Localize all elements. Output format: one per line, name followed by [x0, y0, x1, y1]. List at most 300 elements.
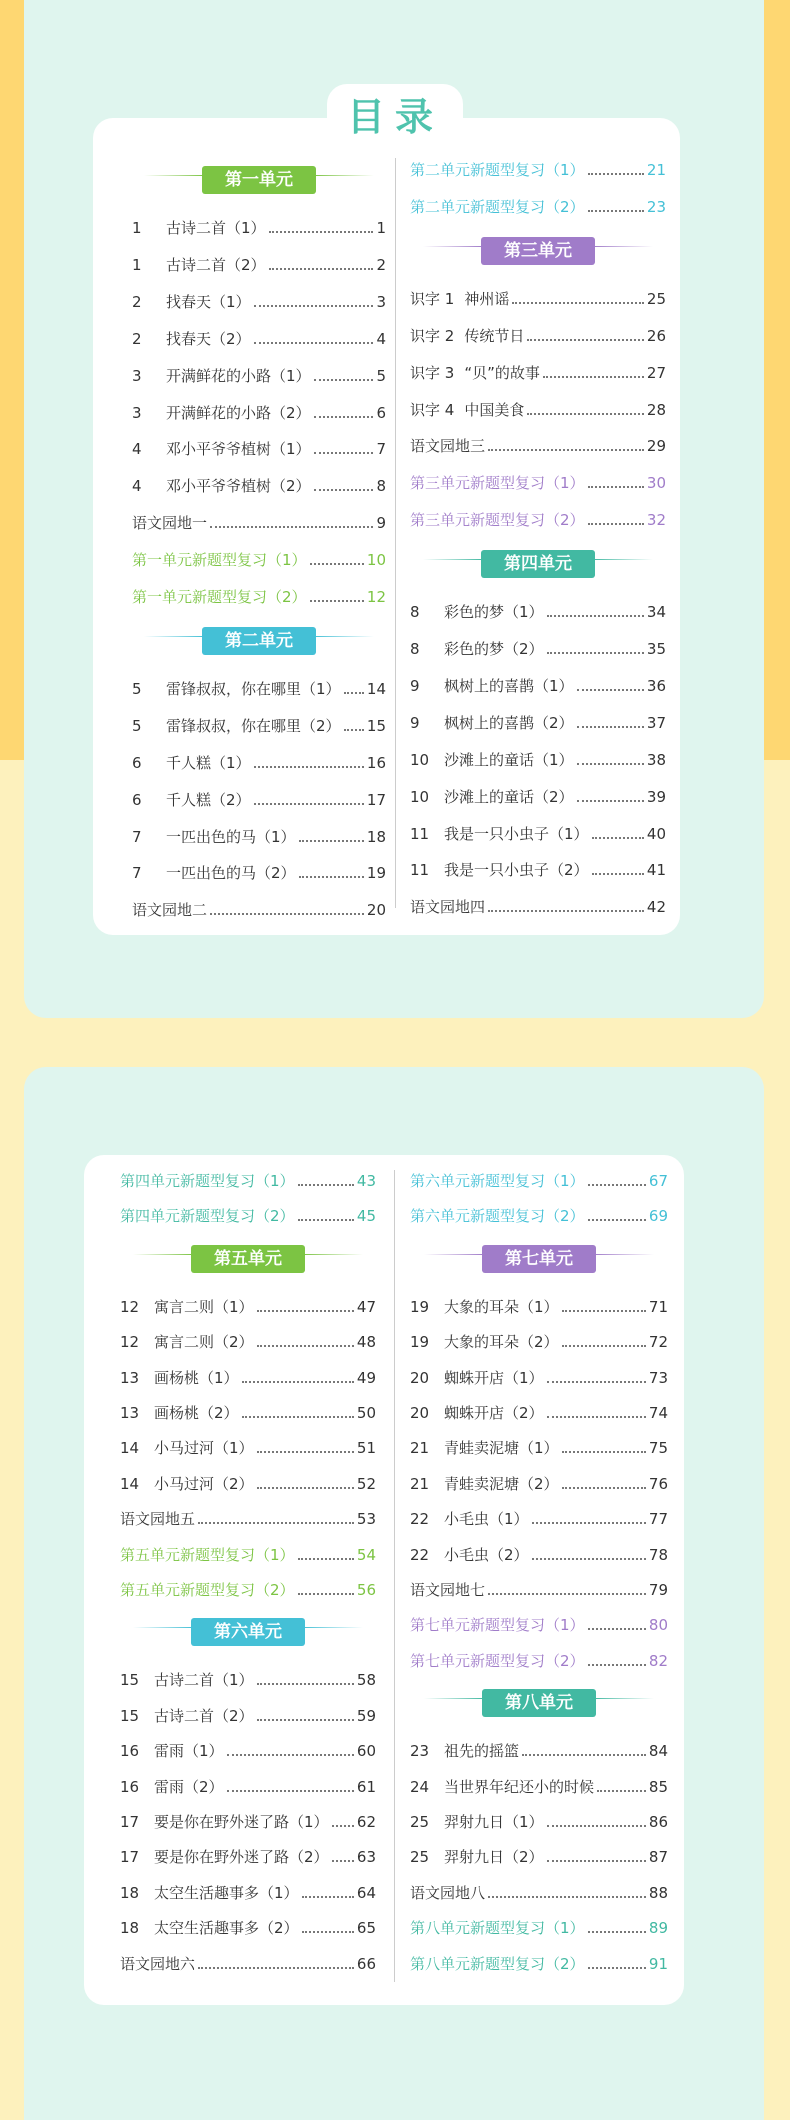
entry-title: 语文园地三	[410, 437, 486, 456]
page-number: 2	[376, 255, 386, 274]
heading-rule	[424, 1698, 484, 1699]
dot-leader	[588, 210, 644, 212]
dot-leader	[302, 1931, 354, 1933]
toc-entry[interactable]	[132, 324, 386, 354]
page-number: 76	[648, 1474, 668, 1493]
toc-entry[interactable]	[132, 748, 386, 778]
entry-title: 彩色的梦（2）	[444, 640, 544, 658]
page-number: 52	[356, 1474, 376, 1493]
toc-entry[interactable]	[410, 1913, 668, 1943]
page-number: 78	[648, 1545, 668, 1564]
dot-leader	[314, 379, 374, 381]
entry-title: 第二单元新题型复习（1）	[410, 161, 585, 179]
entry-title: 画杨桃（1）	[154, 1368, 239, 1387]
page-number: 87	[648, 1848, 668, 1867]
dot-leader	[298, 1184, 354, 1186]
dot-leader	[588, 486, 644, 488]
dot-leader	[198, 1522, 354, 1524]
page-number: 32	[646, 511, 666, 530]
dot-leader	[198, 1967, 354, 1969]
toc-entry[interactable]	[132, 287, 386, 317]
lesson-number: 1	[132, 255, 142, 274]
dot-leader	[332, 1825, 354, 1827]
lesson-number: 5	[132, 716, 142, 735]
lesson-number: 3	[132, 403, 142, 422]
toc-entry[interactable]	[132, 213, 386, 243]
page-number: 82	[648, 1651, 668, 1670]
toc-entry[interactable]	[132, 398, 386, 428]
dot-leader	[588, 1184, 646, 1186]
toc-entry[interactable]	[120, 1292, 376, 1322]
toc-entry[interactable]	[410, 819, 666, 849]
heading-rule	[144, 175, 204, 176]
toc-entry[interactable]	[120, 1327, 376, 1357]
entry-title: 语文园地七	[410, 1581, 486, 1599]
toc-entry[interactable]	[410, 671, 666, 701]
toc-entry[interactable]	[410, 431, 666, 461]
toc-entry[interactable]	[410, 468, 666, 498]
lesson-number: 2	[132, 292, 142, 311]
page-number: 10	[366, 551, 386, 570]
toc-entry[interactable]	[120, 1878, 376, 1908]
toc-entry[interactable]	[410, 1363, 668, 1393]
dot-leader	[588, 1219, 646, 1221]
entry-title: 羿射九日（2）	[444, 1848, 544, 1867]
entry-title: 要是你在野外迷了路（2）	[154, 1848, 329, 1867]
toc-entry[interactable]	[410, 1807, 668, 1837]
page-number: 61	[356, 1777, 376, 1796]
entry-title: 祖先的摇篮	[444, 1742, 520, 1761]
page-number: 39	[646, 787, 666, 806]
page-number: 64	[356, 1883, 376, 1902]
heading-rule	[594, 1254, 654, 1255]
entry-title: 雷锋叔叔，你在哪里（2）	[166, 716, 341, 735]
lesson-number: 16	[120, 1742, 140, 1761]
heading-rule	[593, 246, 653, 247]
dot-leader	[488, 910, 644, 912]
dot-leader	[314, 489, 374, 491]
page-number: 65	[356, 1919, 376, 1938]
toc-entry[interactable]	[410, 1575, 668, 1605]
dot-leader	[298, 1558, 354, 1560]
page-number: 26	[646, 326, 666, 345]
entry-title: 语文园地一	[132, 514, 208, 533]
page-number: 40	[646, 824, 666, 843]
heading-rule	[303, 1254, 363, 1255]
toc-entry[interactable]	[120, 1736, 376, 1766]
toc-entry[interactable]	[132, 471, 386, 501]
toc-entry[interactable]	[410, 1201, 668, 1231]
lesson-number: 4	[132, 477, 142, 496]
lesson-number: 17	[120, 1848, 140, 1867]
toc-entry[interactable]	[410, 1504, 668, 1534]
dot-leader	[227, 1790, 354, 1792]
dot-leader	[588, 1967, 646, 1969]
heading-rule	[303, 1627, 363, 1628]
toc-entry[interactable]	[120, 1949, 376, 1979]
unit-heading	[410, 550, 666, 580]
entry-title: 邓小平爷爷植树（2）	[166, 477, 311, 496]
page-number: 56	[356, 1581, 376, 1599]
entry-title: 语文园地六	[120, 1954, 196, 1973]
lesson-number: 6	[132, 753, 142, 772]
toc-entry[interactable]	[120, 1701, 376, 1731]
entry-title: 第一单元新题型复习（1）	[132, 551, 307, 570]
toc-entry[interactable]	[410, 1949, 668, 1979]
entry-title: 第七单元新题型复习（2）	[410, 1651, 585, 1670]
page-number: 12	[366, 588, 386, 606]
toc-entry[interactable]	[132, 674, 386, 704]
entry-title: 语文园地五	[120, 1510, 196, 1529]
dot-leader	[257, 1487, 354, 1489]
page-number: 60	[356, 1742, 376, 1761]
entry-title: 枫树上的喜鹊（1）	[444, 676, 574, 695]
toc-entry[interactable]	[410, 634, 666, 664]
dot-leader	[588, 1628, 646, 1630]
toc-entry[interactable]	[132, 711, 386, 741]
dot-leader	[227, 1754, 354, 1756]
dot-leader	[242, 1416, 354, 1418]
lesson-number: 识字 2	[410, 326, 455, 345]
page-number: 8	[376, 477, 386, 496]
page-number: 47	[356, 1297, 376, 1316]
toc-entry[interactable]	[120, 1363, 376, 1393]
toc-entry[interactable]	[120, 1665, 376, 1695]
dot-leader	[547, 1381, 646, 1383]
lesson-number: 8	[410, 603, 420, 622]
lesson-number: 7	[132, 864, 142, 883]
lesson-number: 5	[132, 679, 142, 698]
column-divider-2	[394, 1170, 395, 1982]
page-number: 21	[646, 161, 666, 179]
entry-title: 第六单元新题型复习（2）	[410, 1207, 585, 1226]
lesson-number: 13	[120, 1404, 140, 1422]
dot-leader	[488, 449, 644, 451]
lesson-number: 21	[410, 1439, 430, 1458]
lesson-number: 1	[132, 219, 142, 237]
toc-entry[interactable]	[410, 1540, 668, 1570]
page-number: 6	[376, 403, 386, 422]
entry-title: 开满鲜花的小路（2）	[166, 403, 311, 422]
lesson-number: 25	[410, 1848, 430, 1867]
page-number: 35	[646, 640, 666, 658]
entry-title: 第四单元新题型复习（2）	[120, 1207, 295, 1226]
toc-entry[interactable]	[132, 858, 386, 888]
entry-title: 第七单元新题型复习（1）	[410, 1616, 585, 1635]
lesson-number: 19	[410, 1297, 430, 1316]
entry-title: “贝”的故事	[464, 363, 540, 382]
toc-entry[interactable]	[132, 545, 386, 575]
page-number: 85	[648, 1777, 668, 1796]
page-number: 17	[366, 790, 386, 809]
dot-leader	[269, 231, 374, 233]
toc-entry[interactable]	[132, 582, 386, 612]
toc-entry[interactable]	[120, 1842, 376, 1872]
dot-leader	[488, 1896, 646, 1898]
page-number: 71	[648, 1297, 668, 1316]
lesson-number: 23	[410, 1742, 430, 1761]
page-number: 84	[648, 1742, 668, 1761]
toc-entry[interactable]	[410, 708, 666, 738]
entry-title: 第八单元新题型复习（1）	[410, 1919, 585, 1938]
entry-title: 第四单元新题型复习（1）	[120, 1172, 295, 1190]
dot-leader	[257, 1310, 354, 1312]
page-number: 69	[648, 1207, 668, 1226]
toc-entry[interactable]	[132, 361, 386, 391]
toc-entry[interactable]	[410, 321, 666, 351]
entry-title: 沙滩上的童话（1）	[444, 750, 574, 769]
toc-entry[interactable]	[120, 1807, 376, 1837]
toc-entry[interactable]	[410, 1772, 668, 1802]
toc-entry[interactable]	[410, 1469, 668, 1499]
toc-entry[interactable]	[120, 1540, 376, 1570]
toc-entry[interactable]	[410, 892, 666, 922]
unit-badge: 第二单元	[202, 627, 316, 655]
unit-heading	[120, 1245, 376, 1275]
entry-title: 小马过河（2）	[154, 1474, 254, 1493]
entry-title: 千人糕（2）	[166, 790, 251, 809]
toc-entry[interactable]	[410, 782, 666, 812]
toc-entry[interactable]	[410, 1878, 668, 1908]
entry-title: 太空生活趣事多（2）	[154, 1919, 299, 1938]
unit-heading	[410, 1245, 668, 1275]
lesson-number: 20	[410, 1368, 430, 1387]
entry-title: 神州谣	[464, 289, 510, 308]
dot-leader	[269, 268, 374, 270]
entry-title: 第一单元新题型复习（2）	[132, 588, 307, 606]
dot-leader	[254, 803, 364, 805]
page-number: 3	[376, 292, 386, 311]
page-number: 91	[648, 1954, 668, 1973]
page-number: 37	[646, 713, 666, 732]
unit-badge: 第六单元	[191, 1618, 305, 1646]
toc-entry[interactable]	[120, 1504, 376, 1534]
entry-title: 蜘蛛开店（2）	[444, 1404, 544, 1422]
page-number: 23	[646, 197, 666, 216]
lesson-number: 识字 1	[410, 289, 455, 308]
entry-title: 第三单元新题型复习（2）	[410, 511, 585, 530]
lesson-number: 24	[410, 1777, 430, 1796]
lesson-number: 14	[120, 1474, 140, 1493]
dot-leader	[592, 873, 644, 875]
dot-leader	[547, 615, 644, 617]
dot-leader	[562, 1451, 646, 1453]
lesson-number: 9	[410, 676, 420, 695]
toc-entry[interactable]	[120, 1913, 376, 1943]
page-number: 62	[356, 1813, 376, 1831]
page-number: 50	[356, 1404, 376, 1422]
page-number: 58	[356, 1671, 376, 1690]
page-number: 38	[646, 750, 666, 769]
toc-entry[interactable]	[410, 1327, 668, 1357]
toc-entry[interactable]	[132, 508, 386, 538]
toc-entry[interactable]	[410, 1610, 668, 1640]
toc-entry[interactable]	[120, 1433, 376, 1463]
lesson-number: 22	[410, 1510, 430, 1529]
lesson-number: 9	[410, 713, 420, 732]
lesson-number: 8	[410, 640, 420, 658]
dot-leader	[577, 800, 644, 802]
dot-leader	[543, 376, 644, 378]
unit-heading	[120, 1618, 376, 1648]
toc-entry[interactable]	[410, 395, 666, 425]
entry-title: 中国美食	[464, 400, 525, 419]
toc-entry[interactable]	[410, 358, 666, 388]
page-title: 目录	[346, 95, 443, 139]
toc-entry[interactable]	[410, 1646, 668, 1676]
dot-leader	[547, 1860, 646, 1862]
toc-entry[interactable]	[120, 1469, 376, 1499]
heading-rule	[314, 636, 374, 637]
entry-title: 传统节日	[464, 326, 525, 345]
page-number: 79	[648, 1581, 668, 1599]
lesson-number: 10	[410, 750, 430, 769]
dot-leader	[298, 1219, 354, 1221]
dot-leader	[332, 1860, 354, 1862]
unit-badge: 第三单元	[481, 237, 595, 265]
page-number: 53	[356, 1510, 376, 1529]
lesson-number: 10	[410, 787, 430, 806]
entry-title: 羿射九日（1）	[444, 1813, 544, 1831]
toc-entry[interactable]	[410, 155, 666, 185]
page-number: 59	[356, 1706, 376, 1725]
toc-entry[interactable]	[120, 1201, 376, 1231]
toc-entry[interactable]	[410, 1433, 668, 1463]
heading-rule	[133, 1627, 193, 1628]
entry-title: 寓言二则（2）	[154, 1333, 254, 1352]
heading-rule	[314, 175, 374, 176]
heading-rule	[594, 1698, 654, 1699]
dot-leader	[577, 726, 644, 728]
lesson-number: 18	[120, 1883, 140, 1902]
page-number: 49	[356, 1368, 376, 1387]
toc-entry[interactable]	[132, 785, 386, 815]
toc-entry[interactable]	[410, 1842, 668, 1872]
dot-leader	[257, 1719, 354, 1721]
lesson-number: 3	[132, 366, 142, 385]
toc-entry[interactable]	[410, 284, 666, 314]
toc-entry[interactable]	[132, 895, 386, 925]
page-number: 80	[648, 1616, 668, 1635]
lesson-number: 识字 3	[410, 363, 455, 382]
page-number: 75	[648, 1439, 668, 1458]
toc-entry[interactable]	[132, 434, 386, 464]
toc-entry[interactable]	[120, 1772, 376, 1802]
entry-title: 要是你在野外迷了路（1）	[154, 1813, 329, 1831]
dot-leader	[522, 1754, 646, 1756]
page-number: 18	[366, 827, 386, 846]
dot-leader	[577, 763, 644, 765]
dot-leader	[532, 1558, 646, 1560]
entry-title: 彩色的梦（1）	[444, 603, 544, 622]
entry-title: 千人糕（1）	[166, 753, 251, 772]
entry-title: 第二单元新题型复习（2）	[410, 197, 585, 216]
entry-title: 我是一只小虫子（1）	[444, 824, 589, 843]
entry-title: 邓小平爷爷植树（1）	[166, 440, 311, 459]
lesson-number: 14	[120, 1439, 140, 1458]
toc-entry[interactable]	[410, 1166, 668, 1196]
lesson-number: 25	[410, 1813, 430, 1831]
page-number: 1	[376, 219, 386, 237]
toc-entry[interactable]	[410, 505, 666, 535]
page-number: 63	[356, 1848, 376, 1867]
entry-title: 第三单元新题型复习（1）	[410, 474, 585, 493]
toc-entry[interactable]	[410, 855, 666, 885]
page-number: 28	[646, 400, 666, 419]
toc-entry[interactable]	[410, 1292, 668, 1322]
page-number: 27	[646, 363, 666, 382]
page-number: 88	[648, 1883, 668, 1902]
page-number: 41	[646, 861, 666, 880]
unit-badge: 第一单元	[202, 166, 316, 194]
entry-title: 寓言二则（1）	[154, 1297, 254, 1316]
toc-entry[interactable]	[410, 745, 666, 775]
page-number: 43	[356, 1172, 376, 1190]
lesson-number: 6	[132, 790, 142, 809]
dot-leader	[310, 563, 364, 565]
page-number: 67	[648, 1172, 668, 1190]
page-number: 45	[356, 1207, 376, 1226]
dot-leader	[314, 452, 374, 454]
dot-leader	[257, 1451, 354, 1453]
entry-title: 小马过河（1）	[154, 1439, 254, 1458]
dot-leader	[562, 1345, 646, 1347]
entry-title: 找春天（2）	[166, 329, 251, 348]
unit-badge: 第八单元	[482, 1689, 596, 1717]
lesson-number: 21	[410, 1474, 430, 1493]
toc-entry[interactable]	[132, 250, 386, 280]
unit-badge: 第四单元	[481, 550, 595, 578]
entry-title: 沙滩上的童话（2）	[444, 787, 574, 806]
toc-entry[interactable]	[410, 1736, 668, 1766]
entry-title: 第八单元新题型复习（2）	[410, 1954, 585, 1973]
entry-title: 小毛虫（2）	[444, 1545, 529, 1564]
dot-leader	[344, 692, 364, 694]
page-number: 25	[646, 289, 666, 308]
dot-leader	[344, 729, 364, 731]
dot-leader	[302, 1896, 354, 1898]
toc-entry[interactable]	[410, 192, 666, 222]
toc-entry[interactable]	[132, 822, 386, 852]
entry-title: 开满鲜花的小路（1）	[166, 366, 311, 385]
entry-title: 古诗二首（2）	[166, 255, 266, 274]
toc-entry[interactable]	[410, 597, 666, 627]
dot-leader	[547, 652, 644, 654]
page-number: 86	[648, 1813, 668, 1831]
entry-title: 青蛙卖泥塘（1）	[444, 1439, 559, 1458]
lesson-number: 17	[120, 1813, 140, 1831]
dot-leader	[527, 339, 644, 341]
entry-title: 雷雨（2）	[154, 1777, 224, 1796]
dot-leader	[547, 1416, 646, 1418]
entry-title: 语文园地二	[132, 901, 208, 920]
page-number: 30	[646, 474, 666, 493]
page-number: 14	[366, 679, 386, 698]
page-number: 9	[376, 514, 386, 533]
entry-title: 雷锋叔叔，你在哪里（1）	[166, 679, 341, 698]
toc-entry[interactable]	[120, 1398, 376, 1428]
entry-title: 雷雨（1）	[154, 1742, 224, 1761]
lesson-number: 识字 4	[410, 400, 455, 419]
lesson-number: 11	[410, 824, 430, 843]
lesson-number: 12	[120, 1297, 140, 1316]
unit-badge: 第五单元	[191, 1245, 305, 1273]
lesson-number: 13	[120, 1368, 140, 1387]
toc-entry[interactable]	[120, 1166, 376, 1196]
toc-entry[interactable]	[410, 1398, 668, 1428]
toc-entry[interactable]	[120, 1575, 376, 1605]
page-number: 42	[646, 898, 666, 917]
